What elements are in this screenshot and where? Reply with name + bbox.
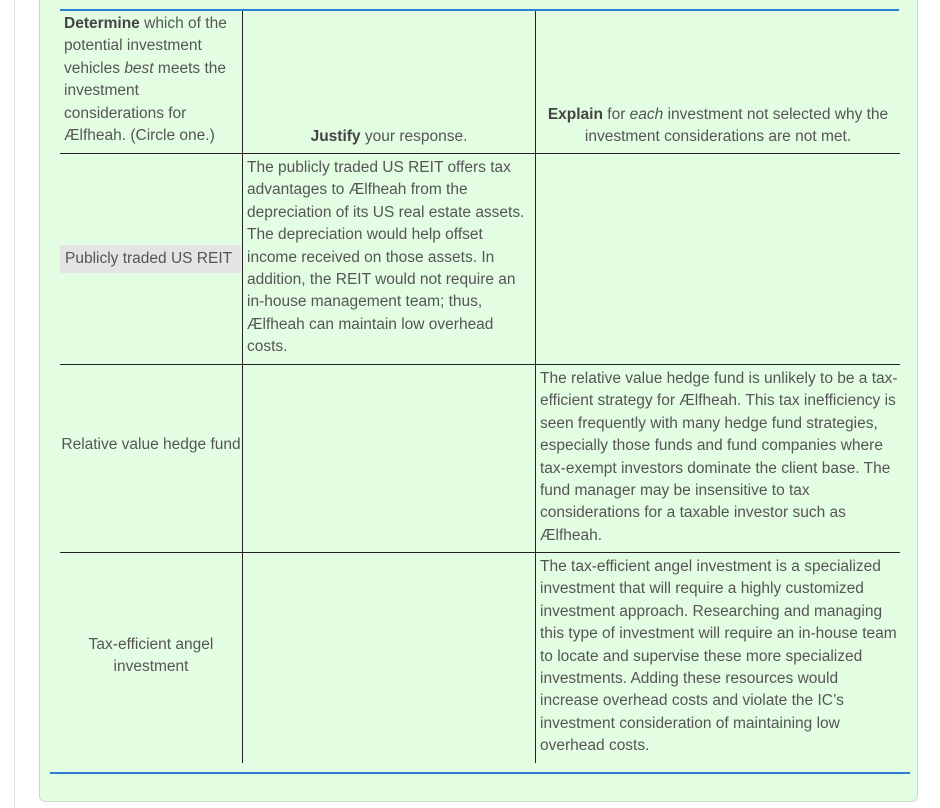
row-divider-header: [60, 153, 900, 154]
header-explain-text-b: investment not selected why the investment considerations are not met.: [584, 106, 889, 146]
vehicle-option-hedge-fund[interactable]: Relative value hedge fund: [61, 436, 241, 453]
page-edge-divider: [14, 0, 15, 808]
explanation-hedge-fund: The relative value hedge fund is unlikely to be a tax-efficient strategy for Ælfheah. This tax inefficiency is seen frequently with many hedge fund strategies, especially those funds and fund companies where tax-exempt investors dominate the client base. The fund manager may be insensitive to tax considerations for a taxable investor such as Ælfheah.: [540, 370, 898, 544]
col-divider-1: [242, 11, 243, 763]
table-bottom-rule: [50, 772, 910, 774]
header-determine-text-a: which of the potential investment vehicles: [64, 15, 227, 77]
header-justify: [243, 126, 535, 148]
header-justify-bold: Justify: [310, 128, 361, 145]
row-divider-2: [60, 552, 900, 553]
header-justify-text: your response.: [360, 128, 468, 145]
header-explain-text-a: for: [602, 106, 630, 123]
header-explain-bold: Explain: [547, 106, 603, 123]
vehicle-option-angel-investment[interactable]: Tax-efficient angel investment: [88, 636, 214, 676]
vehicle-option-reit[interactable]: Publicly traded US REIT: [60, 245, 241, 273]
col-divider-2: [535, 11, 536, 763]
header-determine-bold: Determine: [64, 15, 140, 32]
header-determine-text-b: meets the investment considerations for Ælfheah. (Circle one.): [64, 59, 226, 145]
header-determine-italic: best: [124, 59, 154, 77]
header-explain: [537, 104, 899, 149]
table-top-rule: [60, 9, 899, 11]
explanation-angel-investment: The tax-efficient angel investment is a specialized investment that will require a highly customized investment approach. Researching and managing this type of investment will require an in-house team to locate and supervise these more specialized investments. Adding these resources would increase overhead costs and violate the IC’s investment consideration of maintaining low overhead costs.: [540, 558, 897, 755]
header-explain-italic: each: [629, 106, 664, 123]
justification-reit: The publicly traded US REIT offers tax advantages to Ælfheah from the depreciation of its US real estate assets. The depreciation would help offset income received on those assets. In addition, the REIT would not require an in-house management team; thus, Ælfheah can maintain low overhead costs.: [247, 159, 525, 356]
header-determine: [64, 13, 239, 147]
row-divider-1: [60, 364, 900, 365]
